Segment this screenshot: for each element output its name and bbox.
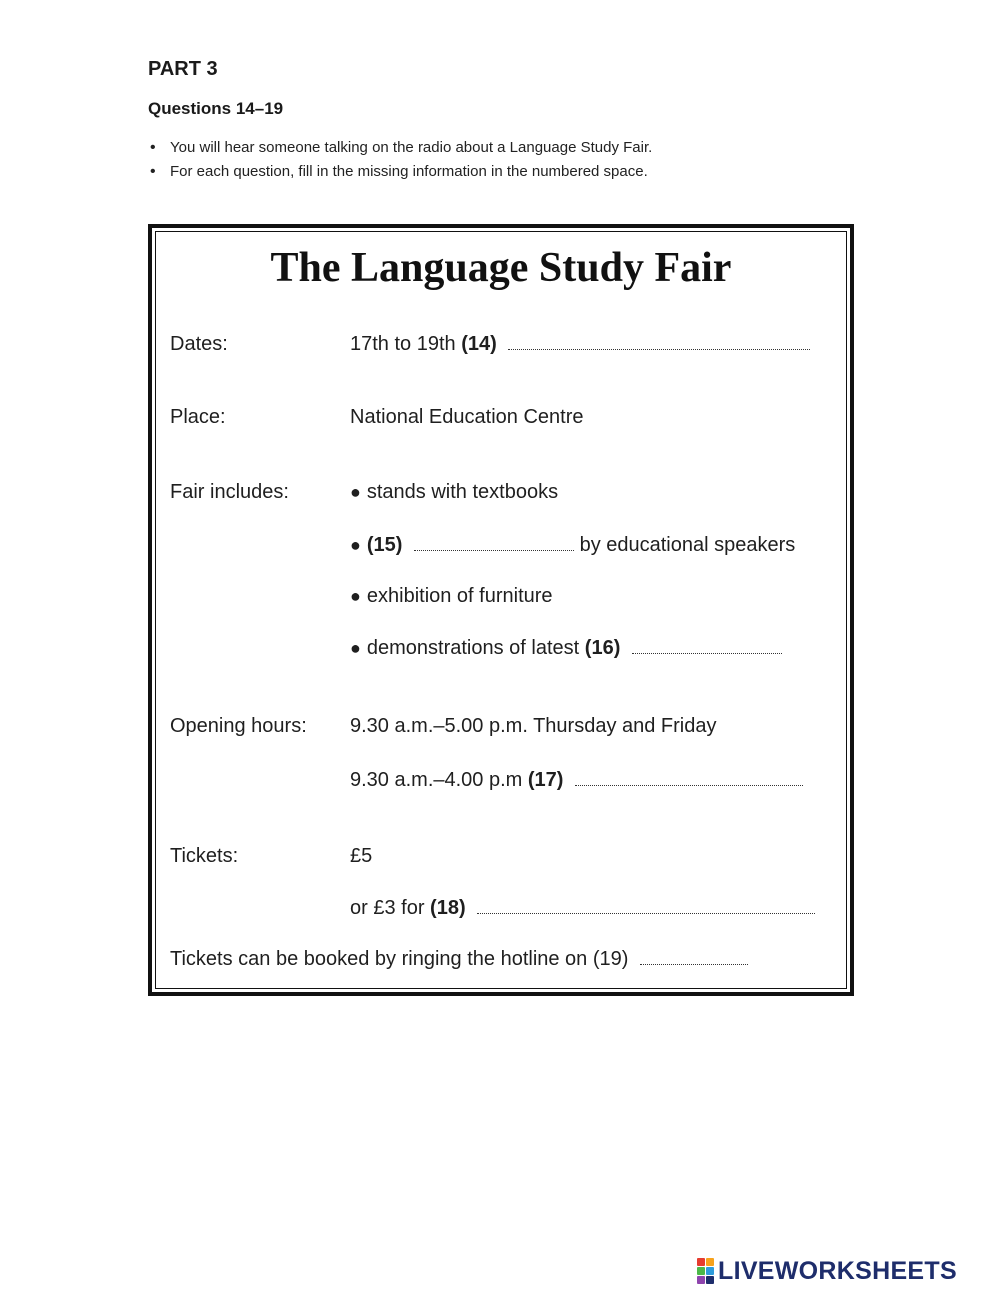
booking-text: Tickets can be booked by ringing the hotline on (19) [170,948,629,970]
instructions-list [148,136,652,184]
question-16-number: (16) [584,637,621,659]
tickets-alt-text: or £3 for [350,897,425,919]
tickets-label: Tickets: [170,845,239,867]
answer-17-blank[interactable] [575,784,803,786]
hours-line-1: 9.30 a.m.–5.00 p.m. Thursday and Friday [350,715,717,737]
answer-18-blank[interactable] [477,912,815,914]
includes-item-4 [350,637,782,660]
bullet-icon: ● [350,535,361,555]
answer-19-blank[interactable] [640,963,748,965]
dates-value: 17th to 19th [350,333,456,355]
includes-item-2-text: by educational speakers [579,534,796,556]
includes-item-4-text: demonstrations of latest [366,637,580,659]
liveworksheets-logo [697,1255,957,1287]
includes-item-3-text: exhibition of furniture [366,585,553,607]
hours-label: Opening hours: [170,715,307,737]
includes-item-1 [350,481,558,504]
includes-label: Fair includes: [170,481,289,503]
question-17-number: (17) [527,769,564,791]
logo-text: LIVEWORKSHEETS [718,1256,957,1285]
includes-item-2 [350,534,795,557]
includes-item-1-text: stands with textbooks [366,481,559,503]
question-15-number: (15) [366,534,403,556]
answer-16-blank[interactable] [632,652,782,654]
tickets-price: £5 [350,845,373,867]
place-value: National Education Centre [350,406,584,428]
dates-label: Dates: [170,333,228,355]
form-title: The Language Study Fair [270,245,732,291]
booking-line [170,948,748,971]
liveworksheets-logo-icon [697,1258,714,1284]
bullet-icon: ● [350,638,361,658]
bullet-icon: ● [350,586,361,606]
part-heading: PART 3 [148,58,218,80]
question-14-number: (14) [461,333,497,355]
bullet-icon: ● [350,482,361,502]
dates-row [350,333,810,356]
tickets-alt [350,897,815,920]
question-18-number: (18) [430,897,466,919]
answer-15-blank[interactable] [414,549,574,551]
instruction-item: • You will hear someone talking on the radio about a Language Study Fair. [148,136,652,160]
includes-item-3 [350,585,553,608]
place-label: Place: [170,406,226,428]
instruction-item: • For each question, fill in the missing information in the numbered space. [148,160,652,184]
answer-14-blank[interactable] [508,348,810,350]
questions-heading: Questions 14–19 [148,99,284,118]
hours-line-2 [350,769,803,792]
hours-line-2-text: 9.30 a.m.–4.00 p.m [350,769,523,791]
